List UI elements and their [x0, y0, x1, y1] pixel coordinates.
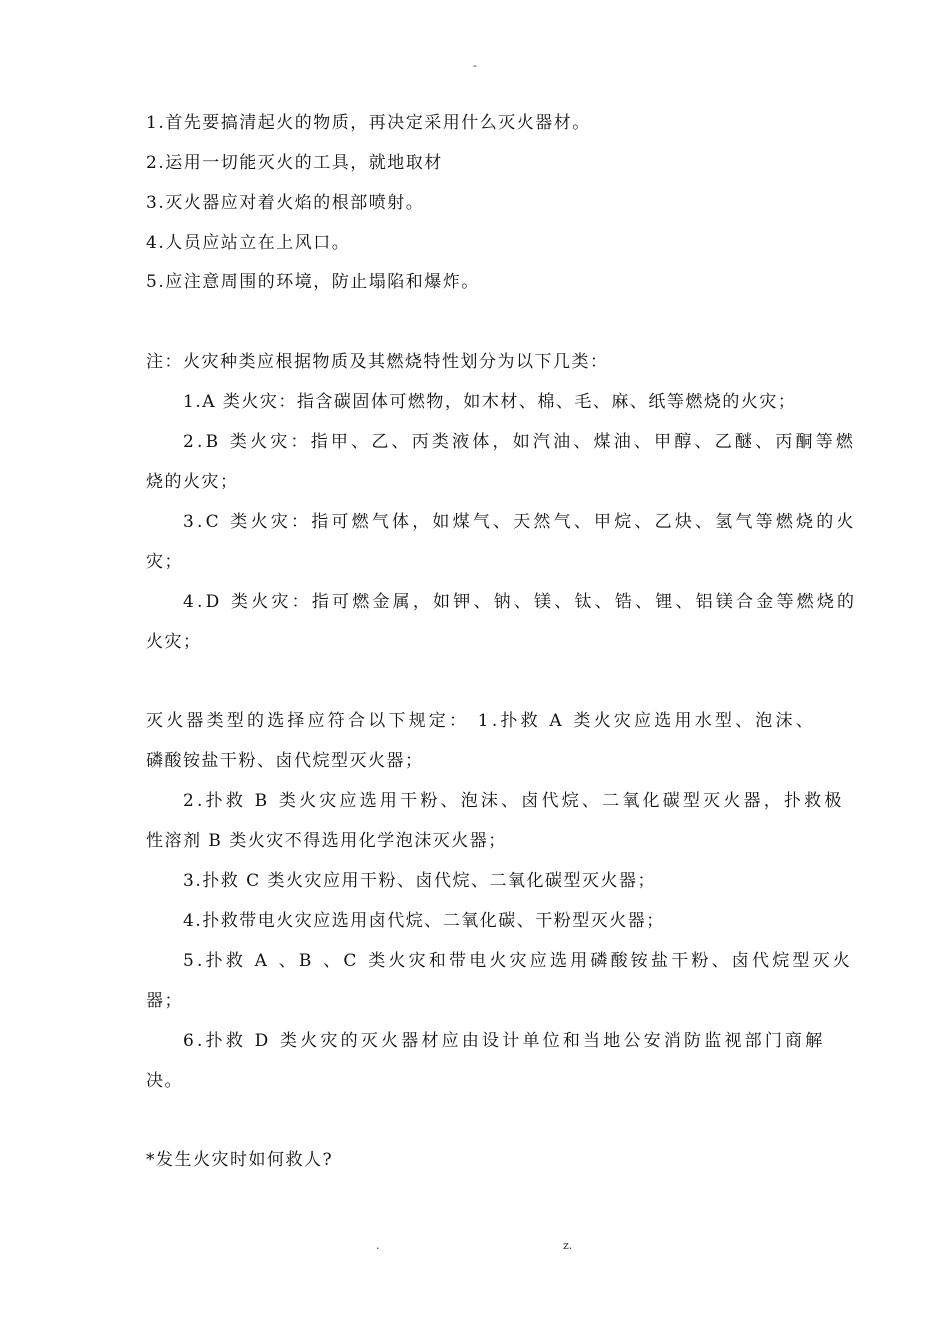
class-c-line-1: 3.C 类火灾：指可燃气体，如煤气、天然气、甲烷、乙炔、氢气等燃烧的火	[183, 512, 857, 532]
class-b-line-2: 烧的火灾；	[146, 472, 239, 492]
rescue-question: *发生火灾时如何救人?	[146, 1150, 334, 1170]
rule-line-4: 4.人员应站立在上风口。	[146, 233, 351, 253]
rule-line-1: 1.首先要搞清起火的物质，再决定采用什么灭火器材。	[146, 113, 591, 133]
selection-rule-2-line-2: 性溶剂 B 类火灾不得选用化学泡沫灭火器；	[146, 831, 507, 851]
footer-right-mark: z.	[563, 1239, 573, 1252]
selection-heading-line-1: 灭火器类型的选择应符合以下规定： 1.扑救 A 类火灾应选用水型、泡沫、	[146, 711, 816, 731]
selection-rule-5-line-1: 5.扑救 A 、B 、C 类火灾和带电火灾应选用磷酸铵盐干粉、卤代烷型灭火	[183, 951, 854, 971]
selection-heading-line-2: 磷酸铵盐干粉、卤代烷型灭火器；	[146, 751, 424, 771]
class-a-line: 1.A 类火灾：指含碳固体可燃物，如木材、棉、毛、麻、纸等燃烧的火灾；	[183, 392, 797, 412]
class-c-line-2: 灾；	[146, 552, 183, 572]
selection-rule-6-line-2: 决。	[146, 1071, 183, 1091]
selection-rule-3: 3.扑救 C 类火灾应用干粉、卤代烷、二氧化碳型灭火器；	[183, 871, 657, 891]
selection-rule-5-line-2: 器；	[146, 991, 183, 1011]
header-mark: -	[473, 59, 477, 72]
selection-rule-4: 4.扑救带电火灾应选用卤代烷、二氧化碳、干粉型灭火器；	[183, 911, 665, 931]
rule-line-5: 5.应注意周围的环境，防止塌陷和爆炸。	[146, 272, 480, 292]
class-d-line-2: 火灾；	[146, 632, 202, 652]
note-heading: 注：火灾种类应根据物质及其燃烧特性划分为以下几类：	[146, 352, 609, 372]
footer-left-mark: .	[376, 1239, 380, 1252]
rule-line-2: 2.运用一切能灭火的工具，就地取材	[146, 153, 443, 173]
selection-rule-2-line-1: 2.扑救 B 类火灾应选用干粉、泡沫、卤代烷、二氧化碳型灭火器，扑救极	[183, 791, 845, 811]
class-d-line-1: 4.D 类火灾：指可燃金属，如钾、钠、镁、钛、锆、锂、铝镁合金等燃烧的	[183, 592, 858, 612]
rule-line-3: 3.灭火器应对着火焰的根部喷射。	[146, 193, 425, 213]
selection-rule-6-line-1: 6.扑救 D 类火灾的灭火器材应由设计单位和当地公安消防监视部门商解	[183, 1031, 826, 1051]
class-b-line-1: 2.B 类火灾：指甲、乙、丙类液体，如汽油、煤油、甲醇、乙醚、丙酮等燃	[183, 432, 857, 452]
